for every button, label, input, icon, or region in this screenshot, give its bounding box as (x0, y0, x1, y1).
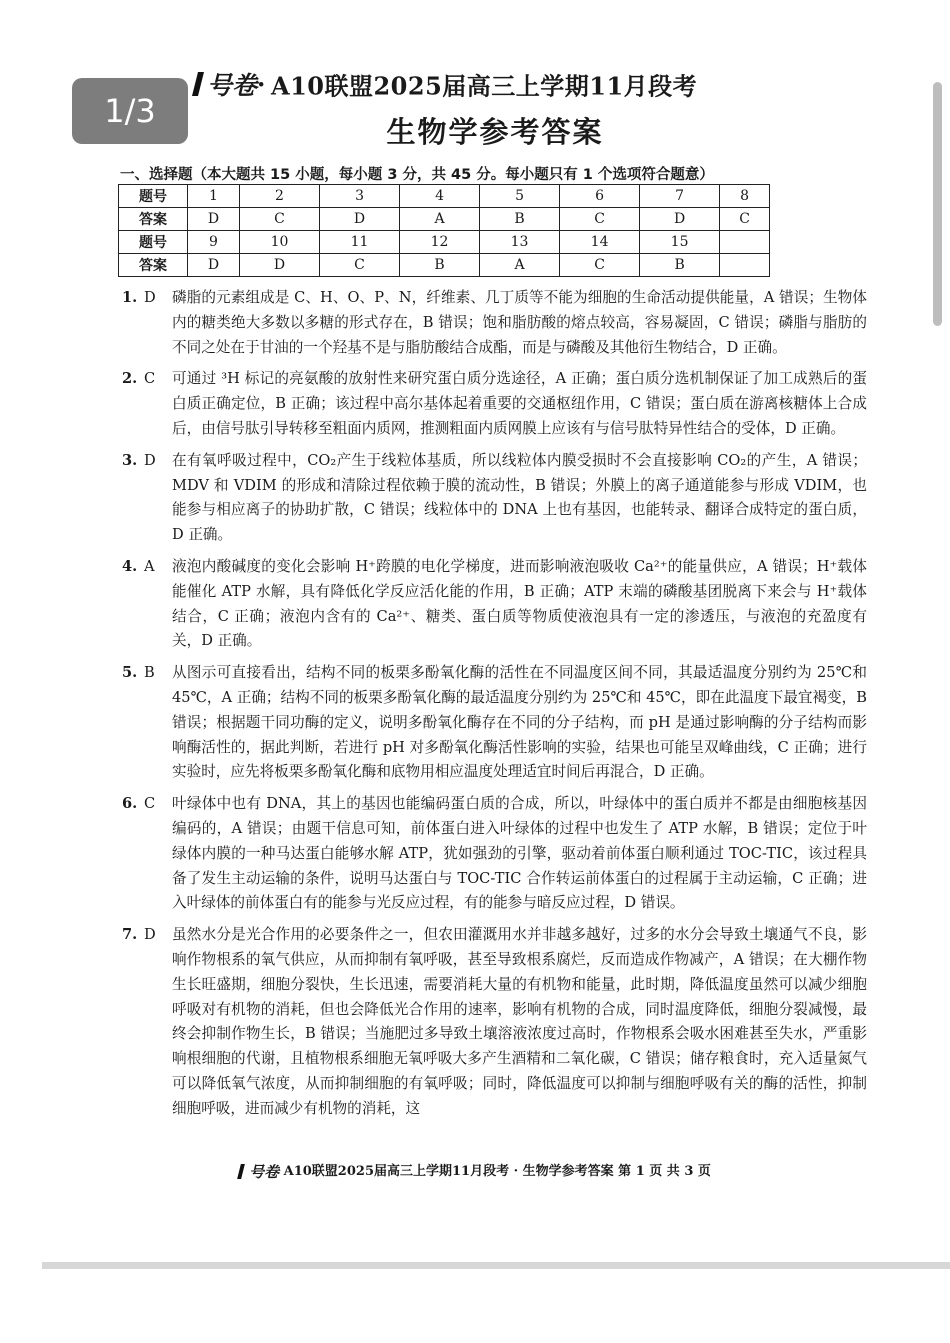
table-cell: B (640, 254, 720, 277)
item-answer: C (144, 370, 156, 388)
table-cell: 13 (480, 231, 560, 254)
row-label: 题号 (119, 231, 188, 254)
table-cell: C (320, 254, 400, 277)
table-cell: 5 (480, 185, 560, 208)
table-cell: 9 (188, 231, 240, 254)
item-number: 1. (122, 289, 138, 306)
item-answer: D (144, 451, 156, 469)
table-cell: A (400, 208, 480, 231)
row-label: 答案 (119, 208, 188, 231)
explanation-item (122, 661, 867, 785)
row-label: 答案 (119, 254, 188, 277)
table-cell: 6 (560, 185, 640, 208)
table-cell: 14 (560, 231, 640, 254)
table-cell (720, 231, 770, 254)
brand-logo-icon (237, 1164, 245, 1179)
item-number: 5. (122, 664, 138, 682)
table-cell: D (240, 254, 320, 277)
item-text: 可通过 ³H 标记的亮氨酸的放射性来研究蛋白质分选途径，A 正确；蛋白质分选机制保证了加工成熟后的蛋白质正确定位，B 正确；该过程中高尔基体起着重要的交通枢纽作用，C 错误；蛋白质在游离核糖体上合成后，由信号肽引导转移至粗面内质网，推测粗面内质网膜上应该有与信号肽特异性结合的受体，D 正确。 (172, 370, 867, 437)
document-header (195, 66, 825, 106)
table-cell: C (560, 208, 640, 231)
brand-logo-icon (192, 72, 204, 96)
table-cell: C (240, 208, 320, 231)
item-number: 7. (122, 926, 138, 944)
table-cell: D (640, 208, 720, 231)
page-indicator: 1/3 (72, 78, 188, 144)
table-cell: B (480, 208, 560, 231)
bottom-divider (42, 1262, 950, 1269)
item-answer: B (144, 664, 155, 682)
item-text: 在有氧呼吸过程中，CO₂产生于线粒体基质，所以线粒体内膜受损时不会直接影响 CO₂的产生，A 错误；MDV 和 VDIM 的形成和清除过程依赖于膜的流动性，B 错误；外膜上的离子通道能参与形成 VDIM，也能参与相应离子的协助扩散，C 错误；线粒体中的 DNA 上也有基因，也能转录、翻译合成特定的蛋白质，D 正确。 (172, 451, 867, 544)
table-cell: 11 (320, 231, 400, 254)
item-text: 叶绿体中也有 DNA，其上的基因也能编码蛋白质的合成，所以，叶绿体中的蛋白质并不都是由细胞核基因编码的，A 错误；由题干信息可知，前体蛋白进入叶绿体的过程中也发生了 ATP 水解，B 错误；定位于叶绿体内膜的一种马达蛋白能够水解 ATP，犹如强劲的引擎，驱动着前体蛋白顺利通过 TOC-TIC，该过程具备了发生主动运输的条件，说明马达蛋白与 TOC-TIC 合作转运前体蛋白的过程属于主动运输，C 正确；进入叶绿体的前体蛋白有的能参与光反应过程，有的能参与暗反应过程，D 错误。 (172, 795, 867, 912)
explanation-list (122, 286, 867, 1129)
footer-text: A10联盟2025届高三上学期11月段考 · 生物学参考答案 第 1 页 共 3 页 (283, 1164, 711, 1179)
page-title: 生物学参考答案 (386, 115, 604, 149)
table-cell: 4 (400, 185, 480, 208)
answer-table (118, 184, 770, 277)
table-cell: 10 (240, 231, 320, 254)
item-answer: D (144, 289, 156, 306)
item-number: 6. (122, 795, 138, 813)
table-cell: C (720, 208, 770, 231)
item-text: 液泡内酸碱度的变化会影响 H⁺跨膜的电化学梯度，进而影响液泡吸收 Ca²⁺的能量供应，A 错误；H⁺载体能催化 ATP 水解，具有降低化学反应活化能的作用，B 正确；ATP 末端的磷酸基团脱离下来会与 H⁺载体结合，C 正确；液泡内含有的 Ca²⁺、糖类、蛋白质等物质使液泡具有一定的渗透压，与液泡的充盈度有关，D 正确。 (172, 557, 867, 650)
table-cell: D (188, 254, 240, 277)
exam-title: A10联盟2025届高三上学期11月段考 (270, 71, 698, 101)
table-cell: 1 (188, 185, 240, 208)
table-cell: D (188, 208, 240, 231)
table-row (119, 254, 770, 277)
table-cell: 12 (400, 231, 480, 254)
explanation-item (122, 286, 867, 360)
item-text: 虽然水分是光合作用的必要条件之一，但农田灌溉用水并非越多越好，过多的水分会导致土壤通气不良，影响作物根系的氧气供应，从而抑制有氧呼吸，甚至导致根系腐烂，反而造成作物减产，A 错误；在大棚作物生长旺盛期，细胞分裂快，生长迅速，需要消耗大量的有机物和能量，此时期，降低温度虽然可以减少细胞呼吸对有机物的消耗，但也会降低光合作用的速率，影响有机物的合成，同时温度降低，细胞分裂减慢，最终会抑制作物生长，B 错误；当施肥过多导致土壤溶液浓度过高时，作物根系会吸水困难甚至失水，严重影响根细胞的代谢，且植物根系细胞无氧呼吸大多产生酒精和二氧化碳，C 错误；储存粮食时，充入适量氮气可以降低氧气浓度，从而抑制细胞的有氧呼吸；同时，降低温度可以抑制与细胞呼吸有关的酶的活性，抑制细胞呼吸，进而减少有机物的消耗，这 (172, 926, 867, 1117)
item-number: 3. (122, 451, 138, 469)
table-cell: 15 (640, 231, 720, 254)
table-cell (720, 254, 770, 277)
brand-name: 号卷 (207, 71, 258, 100)
explanation-item (122, 923, 867, 1121)
explanation-item (122, 555, 867, 654)
item-text: 从图示可直接看出，结构不同的板栗多酚氧化酶的活性在不同温度区间不同，其最适温度分别约为 25℃和 45℃，A 正确；结构不同的板栗多酚氧化酶的最适温度分别约为 25℃和 45℃，即在此温度下最宜褐变，B 错误；根据题干同功酶的定义，说明多酚氧化酶存在不同的分子结构，而 pH 是通过影响酶的分子结构而影响酶活性的，据此判断，若进行 pH 对多酚氧化酶活性影响的实验，结果也可能呈双峰曲线，C 正确；进行实验时，应先将板栗多酚氧化酶和底物用相应温度处理适宜时间后再混合，D 正确。 (172, 664, 867, 781)
table-cell: 2 (240, 185, 320, 208)
table-row (119, 231, 770, 254)
item-answer: A (144, 557, 155, 575)
item-number: 2. (122, 370, 138, 388)
item-number: 4. (122, 557, 138, 575)
section-heading: 一、选择题（本大题共 15 小题，每小题 3 分，共 45 分。每小题只有 1 个选项符合题意） (120, 167, 714, 183)
separator-dot: · (257, 69, 266, 99)
table-cell: 7 (640, 185, 720, 208)
table-cell: A (480, 254, 560, 277)
table-row (119, 185, 770, 208)
table-cell: C (560, 254, 640, 277)
page-footer (0, 1160, 950, 1182)
item-answer: D (144, 926, 156, 944)
item-answer: C (144, 795, 156, 813)
item-text: 磷脂的元素组成是 C、H、O、P、N，纤维素、几丁质等不能为细胞的生命活动提供能量，A 错误；生物体内的糖类绝大多数以多糖的形式存在，B 错误；饱和脂肪酸的熔点较高，容易凝固，C 错误；磷脂与脂肪的不同之处在于甘油的一个羟基不是与脂肪酸结合成酯，而是与磷酸及其他衍生物结合，D 正确。 (172, 289, 867, 356)
table-row (119, 208, 770, 231)
footer-brand: 号卷 (249, 1163, 280, 1181)
table-cell: 8 (720, 185, 770, 208)
row-label: 题号 (119, 185, 188, 208)
explanation-item (122, 367, 867, 441)
table-cell: 3 (320, 185, 400, 208)
explanation-item (122, 449, 867, 548)
table-cell: B (400, 254, 480, 277)
explanation-item (122, 792, 867, 916)
table-cell: D (320, 208, 400, 231)
